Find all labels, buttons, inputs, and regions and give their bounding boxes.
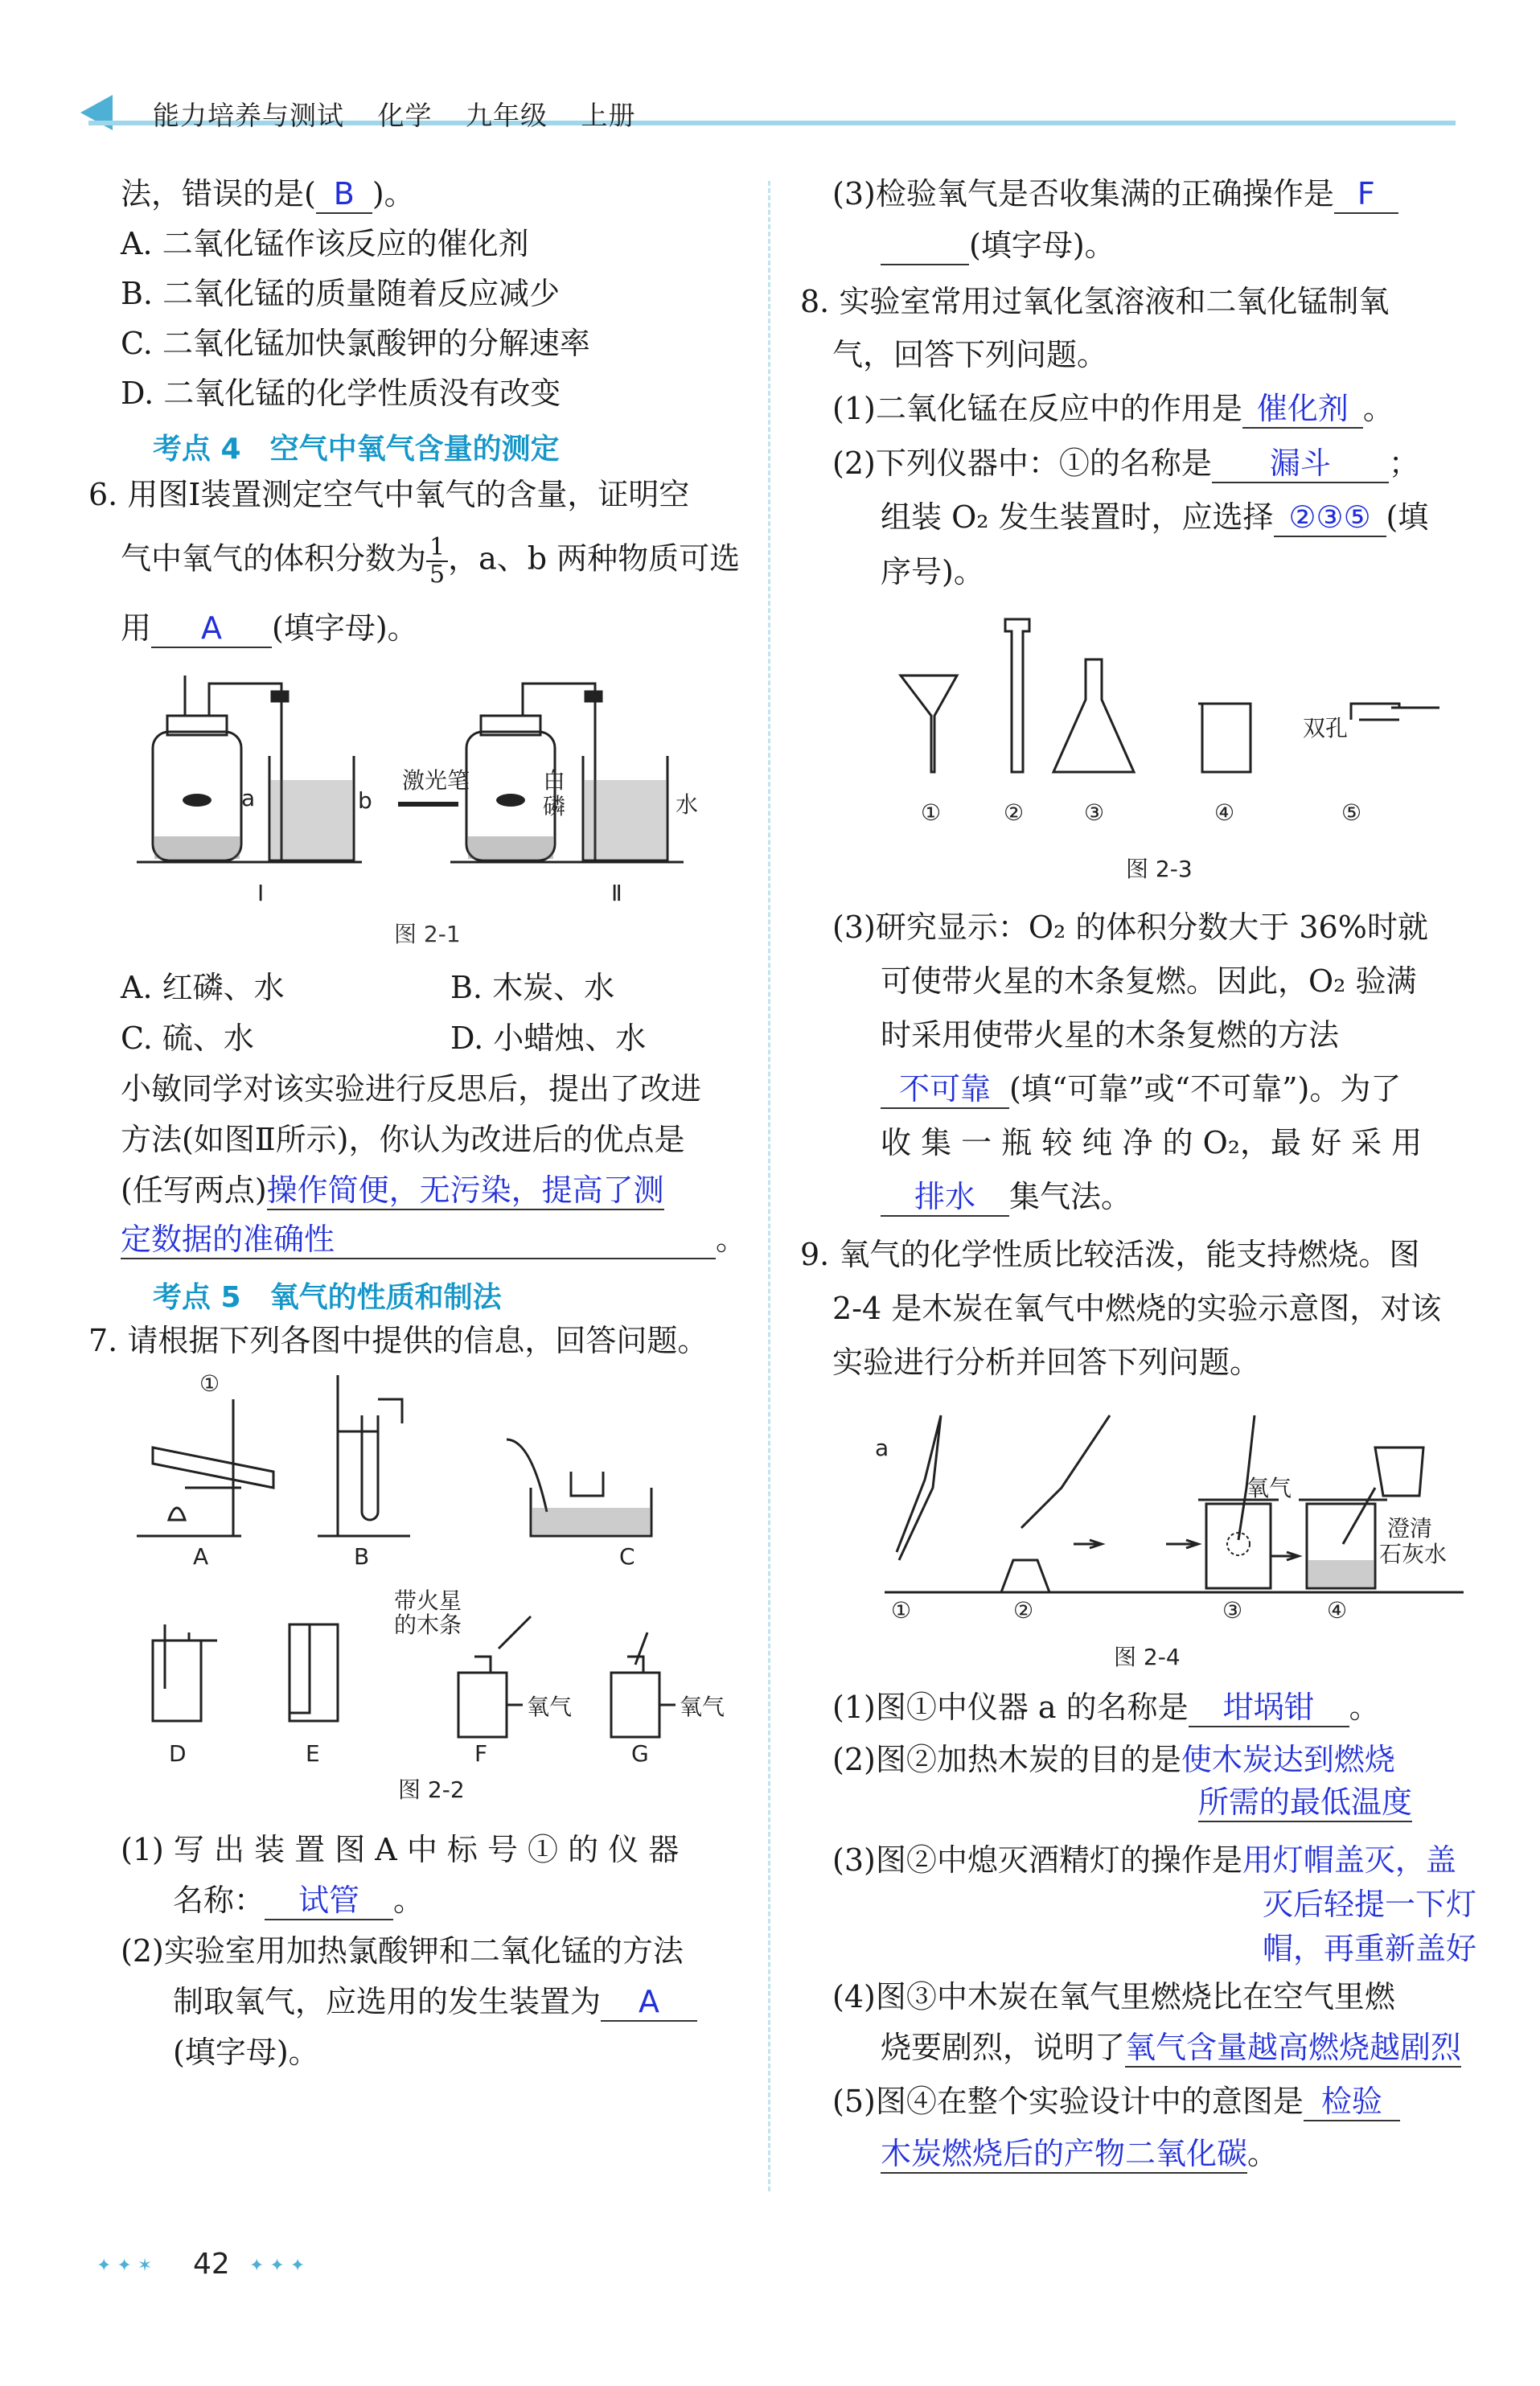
column-divider [768,181,770,2191]
header-title [153,95,660,133]
fig23-n1: ① [921,799,942,826]
fig22-label-E: E [306,1740,320,1767]
fig21-white-label: 白 [543,767,566,794]
fig23-n4: ④ [1214,799,1235,826]
q7-2-line2: 制取氧气，应选用的发生装置为 A [173,1983,697,2022]
two-hole-stopper-icon [1351,704,1439,720]
fig21-laser-label: 激光笔 [402,767,470,794]
alcohol-lamp-icon [1001,1560,1049,1592]
fig24-oxygen: 氧气 [1246,1475,1292,1501]
q9-3-answer-3: 帽，再重新盖好 [1263,1931,1477,1966]
section-5-title: 考点 5 氧气的性质和制法 [153,1281,502,1314]
q9-3-answer-2: 灭后轻提一下灯 [1263,1887,1477,1922]
q6-line2: 气中氧气的体积分数为 $\frac{1}{5}$，a、b 两种物质可选 [121,533,741,589]
q6b-line4: 定数据的准确性 。 [121,1221,746,1259]
q7-3-line1: (3)检验氧气是否收集满的正确操作是 F [832,175,1398,214]
fig21-caption: 图 2-1 [394,921,461,947]
figure-2-3 [877,611,1472,885]
fig24-lime2: 石灰水 [1379,1541,1448,1567]
fig23-n3: ③ [1084,799,1105,826]
fig22-label-G: G [631,1740,649,1767]
q8-3-answer: 不可靠 [881,1070,1009,1109]
q8-3-line1: (3)研究显示：O₂ 的体积分数大于 36%时就 [832,910,1428,945]
q7-1-answer: 试管 [265,1882,393,1920]
q7-2-line3: (填字母)。 [173,2035,319,2070]
fig22-spark-line2: 的木条 [394,1612,462,1638]
q8-2-line1: (2)下列仪器中：①的名称是 漏斗 ； [832,445,1419,483]
q6-line3: 用 A (填字母)。 [121,610,418,648]
fig21-label-a: a [241,785,256,811]
q9-5-answer-1: 检验 [1304,2083,1400,2121]
q6b-line3: (任写两点)操作简便，无污染，提高了测 [121,1172,664,1210]
header-subject: 化学 [377,100,433,131]
header-volume: 上册 [581,100,636,131]
q8-1: (1)二氧化锰在反应中的作用是 催化剂 。 [832,390,1394,429]
conical-flask-icon [1053,659,1134,772]
fig21-phos-label: 磷 [543,793,566,819]
fig22-label-A: A [193,1543,209,1570]
fig23-twohole: 双孔 [1303,715,1349,741]
fig22-spark-line1: 带火星 [394,1587,462,1614]
q6-option-c: C. 硫、水 [121,1021,254,1056]
fig24-label-a: a [875,1435,889,1461]
q9-5-line2: 木炭燃烧后的产物二氧化碳。 [881,2135,1278,2174]
q5-option-c: C. 二氧化锰加快氯酸钾的分解速率 [121,326,590,361]
fig24-n2: ② [1013,1597,1034,1624]
q6-fraction: $\frac{1}{5}$ [426,535,448,588]
tongs-2-icon [1021,1415,1110,1528]
q9-4-line1: (4)图③中木炭在氧气里燃烧比在空气里燃 [832,1979,1395,2014]
q9-line3: 实验进行分析并回答下列问题。 [832,1345,1261,1380]
footer-stars-right-icon: ✦ ✦ ✦ [249,2256,306,2276]
fig24-n1: ① [891,1597,912,1624]
q9-5-line1: (5)图④在整个实验设计中的意图是 检验 [832,2083,1400,2121]
crucible-tongs-icon [897,1415,941,1560]
fig22-oxygen-G: 氧气 [680,1694,725,1720]
q9-2-answer-1: 使木炭达到燃烧 [1181,1742,1395,1777]
oxygen-jar-icon [1198,1500,1279,1588]
header-book: 能力培养与测试 [153,100,344,131]
q9-line1: 9. 氧气的化学性质比较活泼，能支持燃烧。图 [800,1237,1420,1272]
q8-3-line3: 时采用使带火星的木条复燃的方法 [881,1017,1340,1053]
fig24-caption: 图 2-4 [1114,1644,1181,1670]
funnel-icon [901,676,957,772]
q5-option-b: B. 二氧化锰的质量随着反应减少 [121,276,561,311]
q6b-answer-1: 操作简便，无污染，提高了测 [267,1172,664,1210]
q8-2-line2: 组装 O₂ 发生装置时，应选择 ②③⑤ (填 [881,499,1428,537]
q7-3-line2: (填字母)。 [881,227,1115,265]
q8-3-line4: 不可靠 (填“可靠”或“不可靠”)。为了 [881,1070,1401,1109]
q7-2-line1: (2)实验室用加热氯酸钾和二氧化锰的方法 [121,1933,684,1969]
q9-3-line1: (3)图②中熄灭酒精灯的操作是用灯帽盖灭，盖 [832,1842,1456,1878]
q9-line2: 2-4 是木炭在氧气中燃烧的实验示意图，对该 [832,1291,1442,1326]
figure-2-2 [121,1367,748,1801]
q9-2-line1: (2)图②加热木炭的目的是使木炭达到燃烧 [832,1742,1395,1777]
q9-1: (1)图①中仪器 a 的名称是 坩埚钳 。 [832,1689,1380,1727]
q6-line1: 6. 用图Ⅰ装置测定空气中氧气的含量，证明空 [88,477,690,512]
q6-option-a: A. 红磷、水 [121,970,285,1005]
q8-1-answer: 催化剂 [1242,390,1363,429]
q9-5-answer-2: 木炭燃烧后的产物二氧化碳 [881,2135,1247,2174]
q9-4-answer: 氧气含量越高燃烧越剧烈 [1125,2029,1461,2068]
figure-2-4 [869,1399,1480,1689]
q8-2-line3: 序号)。 [881,554,984,589]
q9-2-line2 [1198,1784,1412,1822]
fig23-n5: ⑤ [1341,799,1362,826]
q7-1-line2: 名称： 试管 。 [173,1882,424,1920]
q8-line1: 8. 实验室常用过氧化氢溶液和二氧化锰制氧 [800,284,1390,319]
fig21-label-II: Ⅱ [611,880,622,906]
q8-3-line5: 收 集 一 瓶 较 纯 净 的 O₂，最 好 采 用 [881,1125,1423,1160]
q8-2-answer-2: ②③⑤ [1274,499,1386,537]
q7-2-answer: A [601,1983,697,2022]
footer-stars-left-icon: ✦ ✦ ✶ [97,2256,153,2276]
fig22-label-one: ① [199,1370,220,1397]
fig23-caption: 图 2-3 [1126,856,1193,882]
page-number: 42 [193,2248,230,2281]
q5-stem-line: 法，错误的是( B )。 [121,175,415,214]
q5-option-d: D. 二氧化锰的化学性质没有改变 [121,376,561,411]
q9-3-line3 [1263,1930,1476,1967]
fig24-lime1: 澄清 [1387,1515,1433,1542]
q9-1-answer: 坩埚钳 [1189,1689,1349,1727]
q9-3-answer-1: 用灯帽盖灭，盖 [1242,1842,1456,1878]
figure-2-1 [121,659,764,917]
fig22-label-D: D [169,1740,187,1767]
q9-4-line2: 烧要剧烈，说明了氧气含量越高燃烧越剧烈 [881,2029,1461,2068]
q7-stem: 7. 请根据下列各图中提供的信息，回答问题。 [88,1323,708,1358]
q7-3-answer: F [1334,175,1398,214]
q8-3-answer-2: 排水 [881,1178,1009,1217]
header-grade: 九年级 [466,100,548,131]
q9-3-line2 [1263,1886,1476,1923]
section-4-title: 考点 4 空气中氧气含量的测定 [153,433,560,466]
q9-2-answer-2: 所需的最低温度 [1198,1784,1412,1822]
beaker-icon [1198,704,1250,772]
q7-1-line1: (1) 写 出 装 置 图 A 中 标 号 ① 的 仪 器 [121,1832,680,1867]
fig23-n2: ② [1004,799,1025,826]
q8-2-answer: 漏斗 [1212,445,1389,483]
fig22-oxygen-F: 氧气 [527,1694,573,1720]
fig21-water-label: 水 [676,791,699,818]
q6b-line1: 小敏同学对该实验进行反思后，提出了改进 [121,1071,702,1107]
fig24-n3: ③ [1222,1597,1243,1624]
q6-answer: A [151,610,272,648]
fig22-label-F: F [474,1740,488,1767]
fig24-n4: ④ [1327,1597,1348,1624]
fig21-label-I: Ⅰ [257,880,265,906]
fig22-caption: 图 2-2 [398,1776,465,1801]
fig21-label-b: b [358,787,372,814]
q6b-line2: 方法(如图Ⅱ所示)，你认为改进后的优点是 [121,1122,685,1157]
q6-option-d: D. 小蜡烛、水 [450,1021,647,1056]
q6b-answer-2: 定数据的准确性 [121,1221,716,1259]
fig22-label-B: B [354,1543,370,1570]
q8-3-line6: 排水 集气法。 [881,1178,1131,1217]
q5-answer: B [316,175,372,214]
fig22-label-C: C [619,1543,635,1570]
q5-option-a: A. 二氧化锰作该反应的催化剂 [121,226,529,261]
q8-3-line2: 可使带火星的木条复燃。因此，O₂ 验满 [881,963,1417,999]
q8-line2: 气，回答下列问题。 [832,337,1108,372]
long-funnel-icon [1005,619,1029,772]
q6-option-b: B. 木炭、水 [450,970,615,1005]
